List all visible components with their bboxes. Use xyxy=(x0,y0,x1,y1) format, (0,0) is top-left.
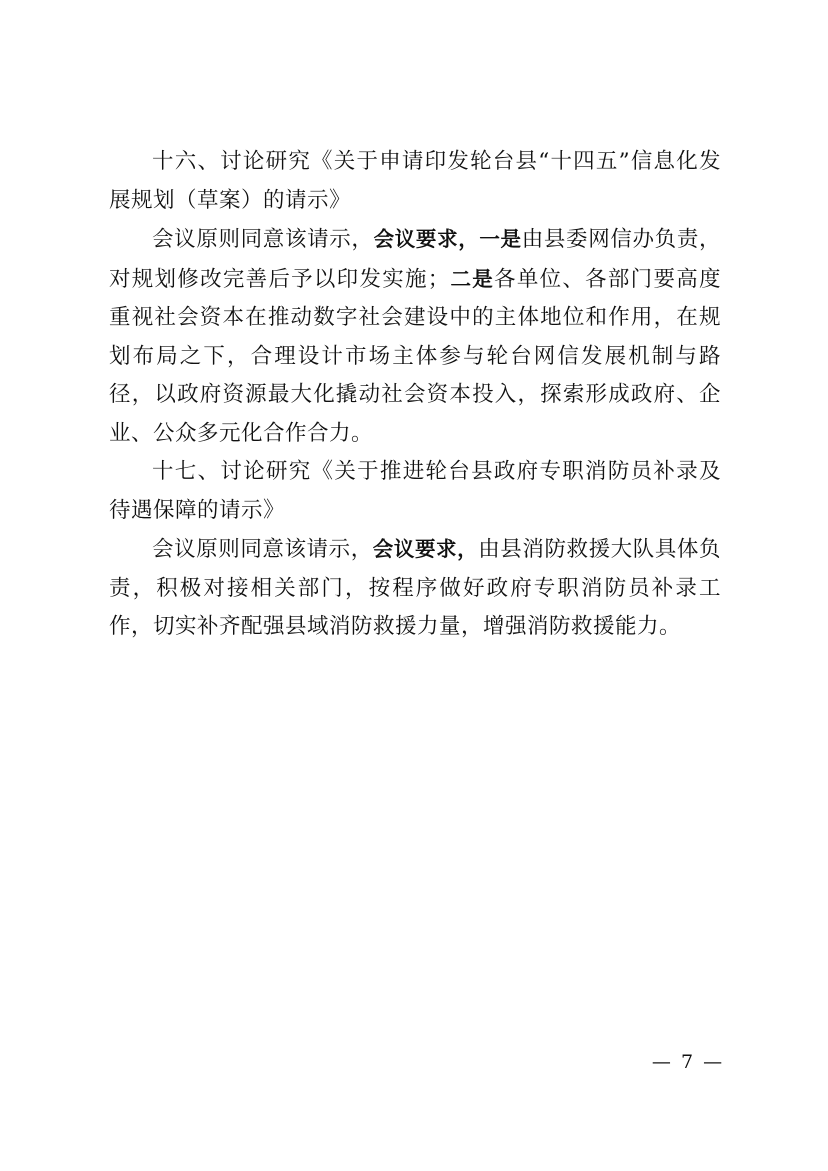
item-16-decision-prefix: 会议原则同意该请示， xyxy=(152,227,374,252)
item-16-decision xyxy=(109,220,721,453)
item-16-point-two-text: 各单位、各部门要高度重视社会资本在推动数字社会建设中的主体地位和作用，在规划布局之下，合理设计市场主体参与轮台网信发展机制与路径，以政府资源最大化撬动社会资本投入，探索形成政府、企业、公众多元化合作合力。 xyxy=(109,266,721,446)
item-17-requirement-label: 会议要求， xyxy=(372,537,479,561)
item-17-decision-prefix: 会议原则同意该请示， xyxy=(152,537,373,562)
item-16-point-one-text: 由县委网信办负责，对规划修改完善后予以印发实施； xyxy=(109,227,721,292)
item-17-decision xyxy=(109,530,721,647)
item-16-requirement-label: 会议要求， xyxy=(373,227,480,251)
page-number: — 7 — xyxy=(651,1051,725,1073)
item-16-point-two-label: 二是 xyxy=(449,266,495,291)
document-body xyxy=(109,143,721,647)
item-16-heading: 十六、讨论研究《关于申请印发轮台县“十四五”信息化发展规划（草案）的请示》 xyxy=(109,149,721,213)
item-17-heading: 十七、讨论研究《关于推进轮台县政府专职消防员补录及待遇保障的请示》 xyxy=(109,459,721,523)
item-17-decision-text: 由县消防救援大队具体负责，积极对接相关部门，按程序做好政府专职消防员补录工作，切实补齐配强县域消防救援力量，增强消防救援能力。 xyxy=(109,537,721,639)
item-16-point-one-label: 一是 xyxy=(479,227,522,251)
